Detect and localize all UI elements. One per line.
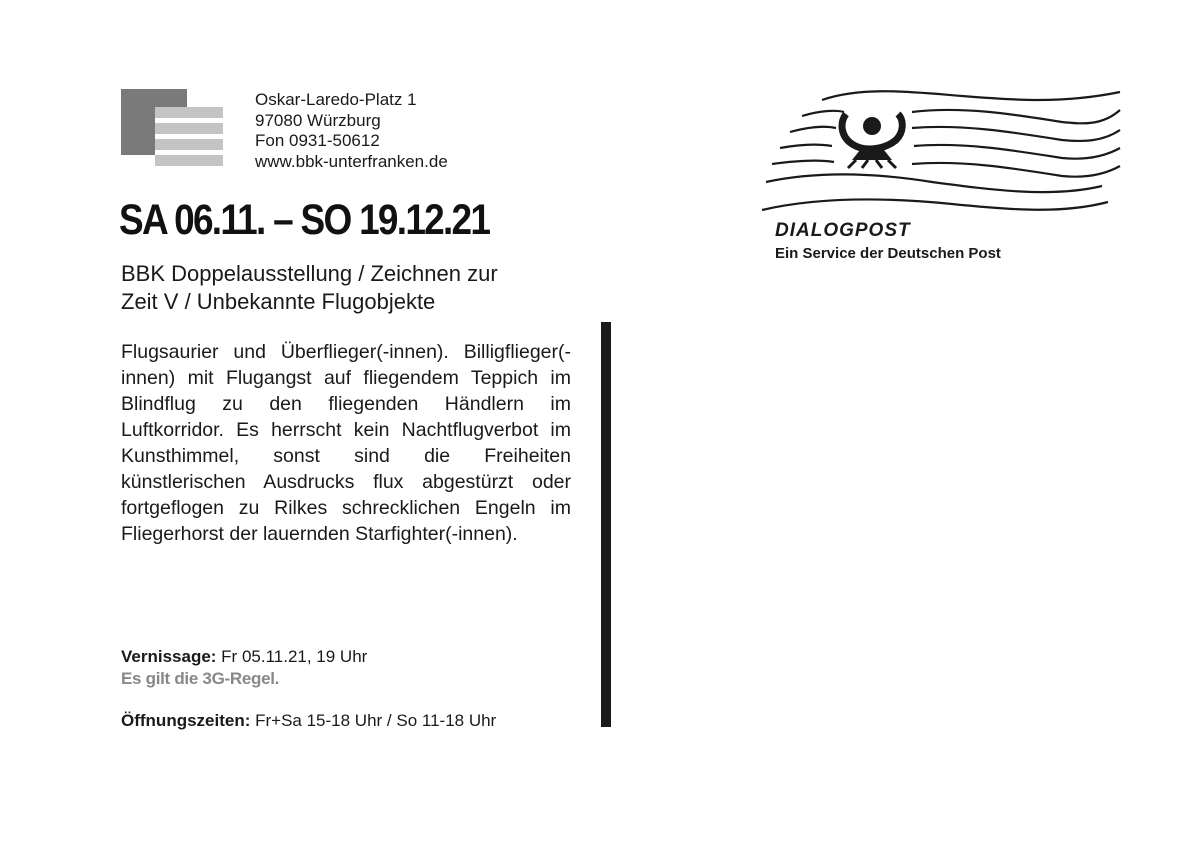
sender-address <box>255 90 448 172</box>
exhibition-dates: SA 06.11. – SO 19.12.21 <box>119 196 490 244</box>
vernissage-label: Vernissage: <box>121 647 217 666</box>
posthorn-postmark-icon <box>762 86 1124 216</box>
exhibition-title <box>121 260 581 316</box>
covid-rule-note: Es gilt die 3G-Regel. <box>121 669 280 688</box>
sender-website: www.bbk-unterfranken.de <box>255 151 448 171</box>
sender-phone: Fon 0931-50612 <box>255 131 380 150</box>
opening-hours-value: Fr+Sa 15-18 Uhr / So 11-18 Uhr <box>250 711 497 730</box>
dialogpost-brand: DIALOGPOST <box>775 220 911 241</box>
vernissage-info <box>121 647 367 667</box>
opening-hours-label: Öffnungszeiten: <box>121 711 251 730</box>
sender-city: 97080 Würzburg <box>255 110 381 130</box>
address-divider <box>601 322 611 727</box>
exhibition-title-line2: Zeit V / Unbekannte Flugobjekte <box>121 289 436 314</box>
sender-street: Oskar-Laredo-Platz 1 <box>255 90 417 109</box>
exhibition-description: Flugsaurier und Überflieger(-innen). Billigflieger(-innen) mit Flugangst auf fliegendem Teppich im Blindflug zu den fliegenden Händlern im Luftkorridor. Es herrscht kein Nachtflugverbot im Kunsthimmel, sonst sind die Freiheiten künstlerischen Ausdrucks flux abgestürzt oder fortgeflogen zu Rilkes schrecklichen Engeln im Fliegerhorst der lauernden Starfighter(-innen). <box>121 341 571 545</box>
bbk-logo-icon <box>121 89 223 169</box>
exhibition-title-line1: BBK Doppelausstellung / Zeichnen zur <box>121 261 498 286</box>
dialogpost-service: Ein Service der Deutschen Post <box>775 245 1001 262</box>
vernissage-value: Fr 05.11.21, 19 Uhr <box>216 647 368 666</box>
opening-hours <box>121 711 496 731</box>
